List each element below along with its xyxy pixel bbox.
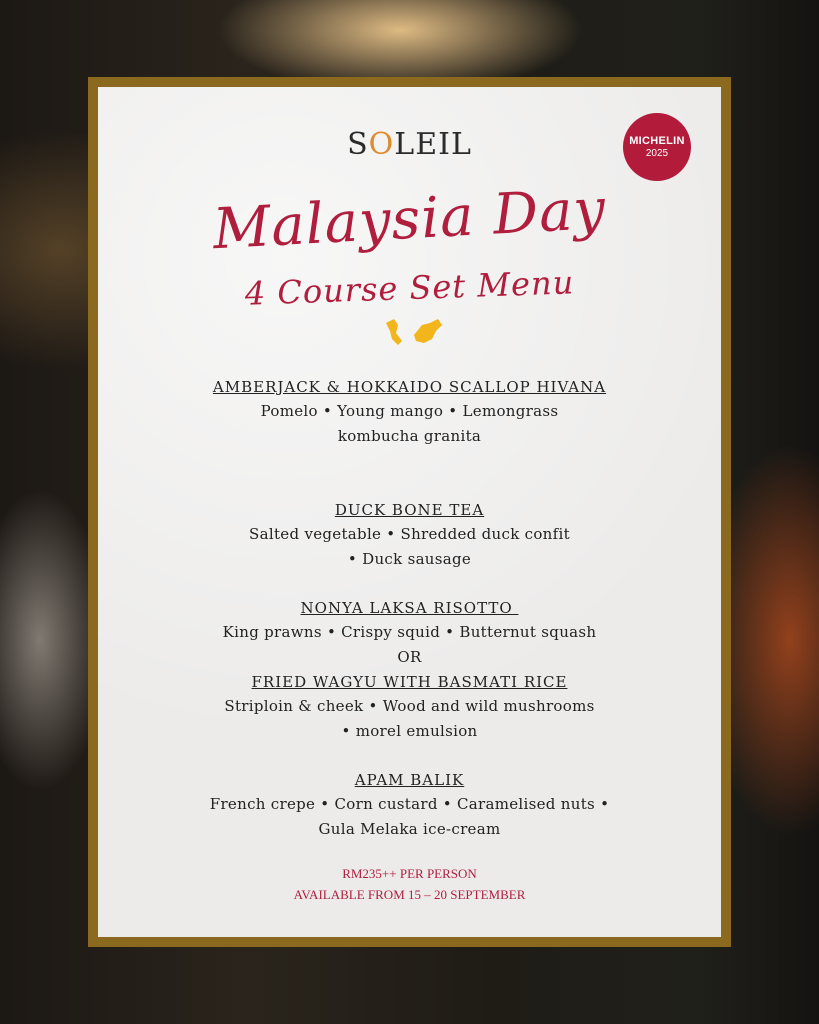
dish-desc: Pomelo • Young mango • Lemongrass [260, 402, 559, 420]
dish-name: APAM BALIK [354, 771, 465, 789]
dish-desc: King prawns • Crispy squid • Butternut squash [222, 623, 597, 641]
dish-desc: Salted vegetable • Shredded duck confit [249, 525, 570, 543]
dish-name: DUCK BONE TEA [334, 501, 485, 519]
dish-name: AMBERJACK & HOKKAIDO SCALLOP HIVANA [212, 378, 607, 396]
availability-text: AVAILABLE FROM 15 – 20 SEPTEMBER [293, 887, 526, 902]
course-1 [98, 375, 721, 449]
course-or: OR [397, 648, 422, 666]
dish-name: NONYA LAKSA RISOTTO [300, 599, 519, 617]
dish-desc: Striploin & cheek • Wood and wild mushrooms [224, 697, 595, 715]
page-subtitle: 4 Course Set Menu [244, 263, 575, 313]
course-3 [98, 596, 721, 744]
dish-desc: kombucha granita [337, 427, 482, 445]
soleil-logo: SOLEIL [347, 127, 472, 162]
dish-desc: • Duck sausage [347, 550, 472, 568]
menu-paper [98, 87, 721, 937]
pricing [98, 863, 721, 905]
course-2 [98, 498, 721, 572]
course-4 [98, 768, 721, 842]
malaysia-map-icon [384, 315, 444, 351]
menu-frame [88, 77, 731, 947]
dish-desc: Gula Melaka ice-cream [318, 820, 501, 838]
dish-desc: • morel emulsion [341, 722, 478, 740]
dish-desc: French crepe • Corn custard • Caramelised nuts • [209, 795, 610, 813]
badge-label: MICHELIN [629, 135, 685, 147]
page-title: Malaysia Day [211, 176, 608, 263]
price-text: RM235++ PER PERSON [342, 866, 477, 881]
dish-name: FRIED WAGYU WITH BASMATI RICE [251, 673, 568, 691]
michelin-badge [623, 113, 691, 181]
badge-year: 2025 [645, 148, 669, 159]
